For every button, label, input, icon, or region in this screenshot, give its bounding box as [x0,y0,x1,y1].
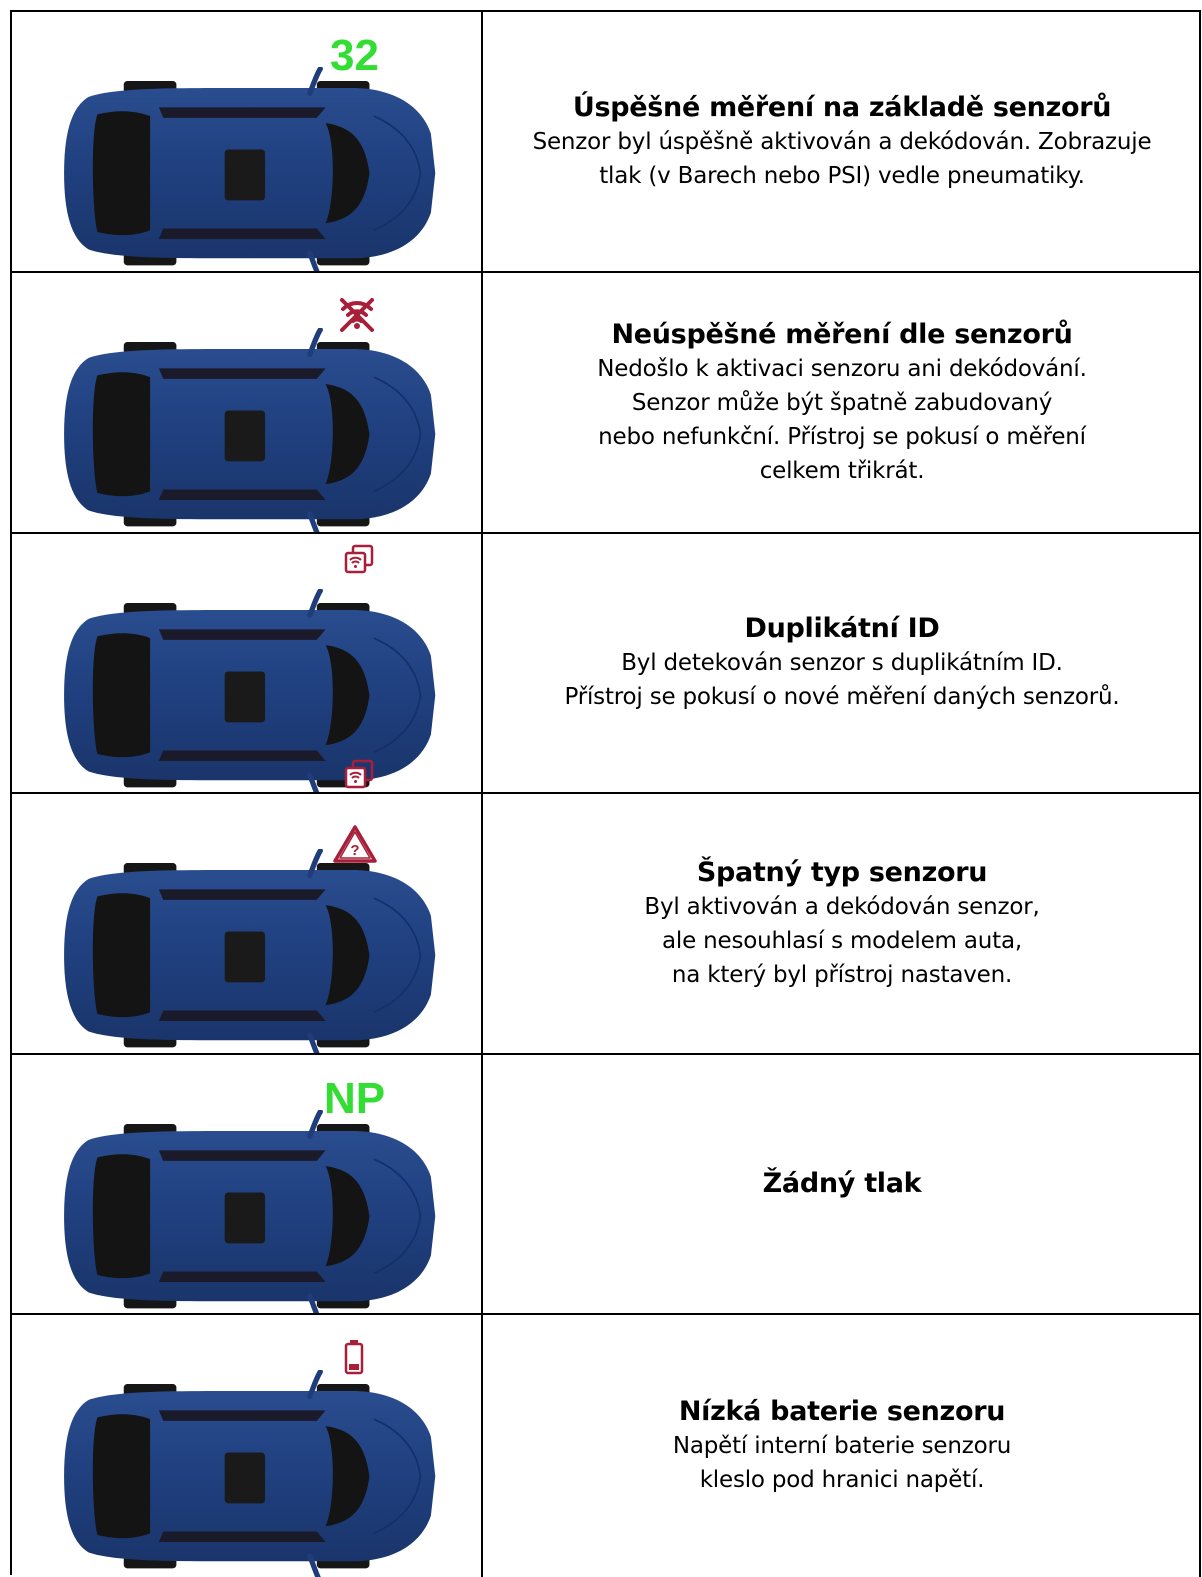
row-divider [12,792,1201,794]
duplicate-sensor-icon [344,544,374,574]
low-battery-icon [344,1339,364,1375]
warning-question-icon [332,824,378,864]
table-row [12,273,1201,532]
table-right-border [1199,12,1201,1577]
status-table [10,10,1201,1575]
row-description: Nedošlo k aktivaci senzoru ani dekódování. Senzor může být špatně zabudovaný nebo nefunkční. Přístroj se pokusí o měření celkem třikrát. [597,355,1087,484]
car-top-view [36,67,466,271]
table-row [12,12,1201,271]
row-description: Senzor byl úspěšně aktivován a dekódován. Zobrazuje tlak (v Barech nebo PSI) vedle pneumatiky. [532,128,1152,189]
car-top-view [36,589,466,792]
description-cell [483,12,1201,271]
table-row [12,1315,1201,1577]
no-pressure-label: NP [324,1074,386,1123]
car-image-cell [12,12,483,271]
pressure-value: 32 [330,31,379,80]
table-row [12,1055,1201,1313]
table-row [12,534,1201,792]
description-cell [483,1055,1201,1313]
row-description: Byl aktivován a dekódován senzor, ale nesouhlasí s modelem auta, na který byl přístroj nastaven. [644,893,1040,988]
row-title: Neúspěšné měření dle senzorů [611,318,1073,350]
car-top-view [36,849,466,1053]
description-cell [483,534,1201,792]
car-image-cell [12,1315,483,1577]
description-cell [483,273,1201,532]
row-title: Nízká baterie senzoru [678,1396,1006,1427]
row-description: Napětí interní baterie senzoru kleslo pod hranici napětí. [672,1433,1012,1493]
description-cell [483,1315,1201,1577]
svg-text:?: ? [350,842,360,859]
description-cell [483,794,1201,1053]
car-top-view [36,328,466,532]
row-description: Byl detekován senzor s duplikátním ID. Přístroj se pokusí o nové měření daných senzorů. [564,650,1120,710]
row-title: Špatný typ senzoru [696,856,988,888]
car-image-cell [12,794,483,1053]
duplicate-sensor-icon [344,759,374,789]
row-divider [12,1053,1201,1055]
row-divider [12,1313,1201,1315]
table-row [12,794,1201,1053]
row-title: Žádný tlak [762,1168,922,1199]
car-image-cell [12,1055,483,1313]
car-image-cell [12,273,483,532]
row-divider [12,532,1201,534]
column-divider [481,12,483,1577]
car-top-view [36,1370,466,1577]
row-divider [12,271,1201,273]
car-image-cell [12,534,483,792]
row-title: Úspěšné měření na základě senzorů [572,91,1112,123]
signal-off-icon [337,295,377,335]
car-top-view [36,1110,466,1313]
row-title: Duplikátní ID [744,613,940,644]
